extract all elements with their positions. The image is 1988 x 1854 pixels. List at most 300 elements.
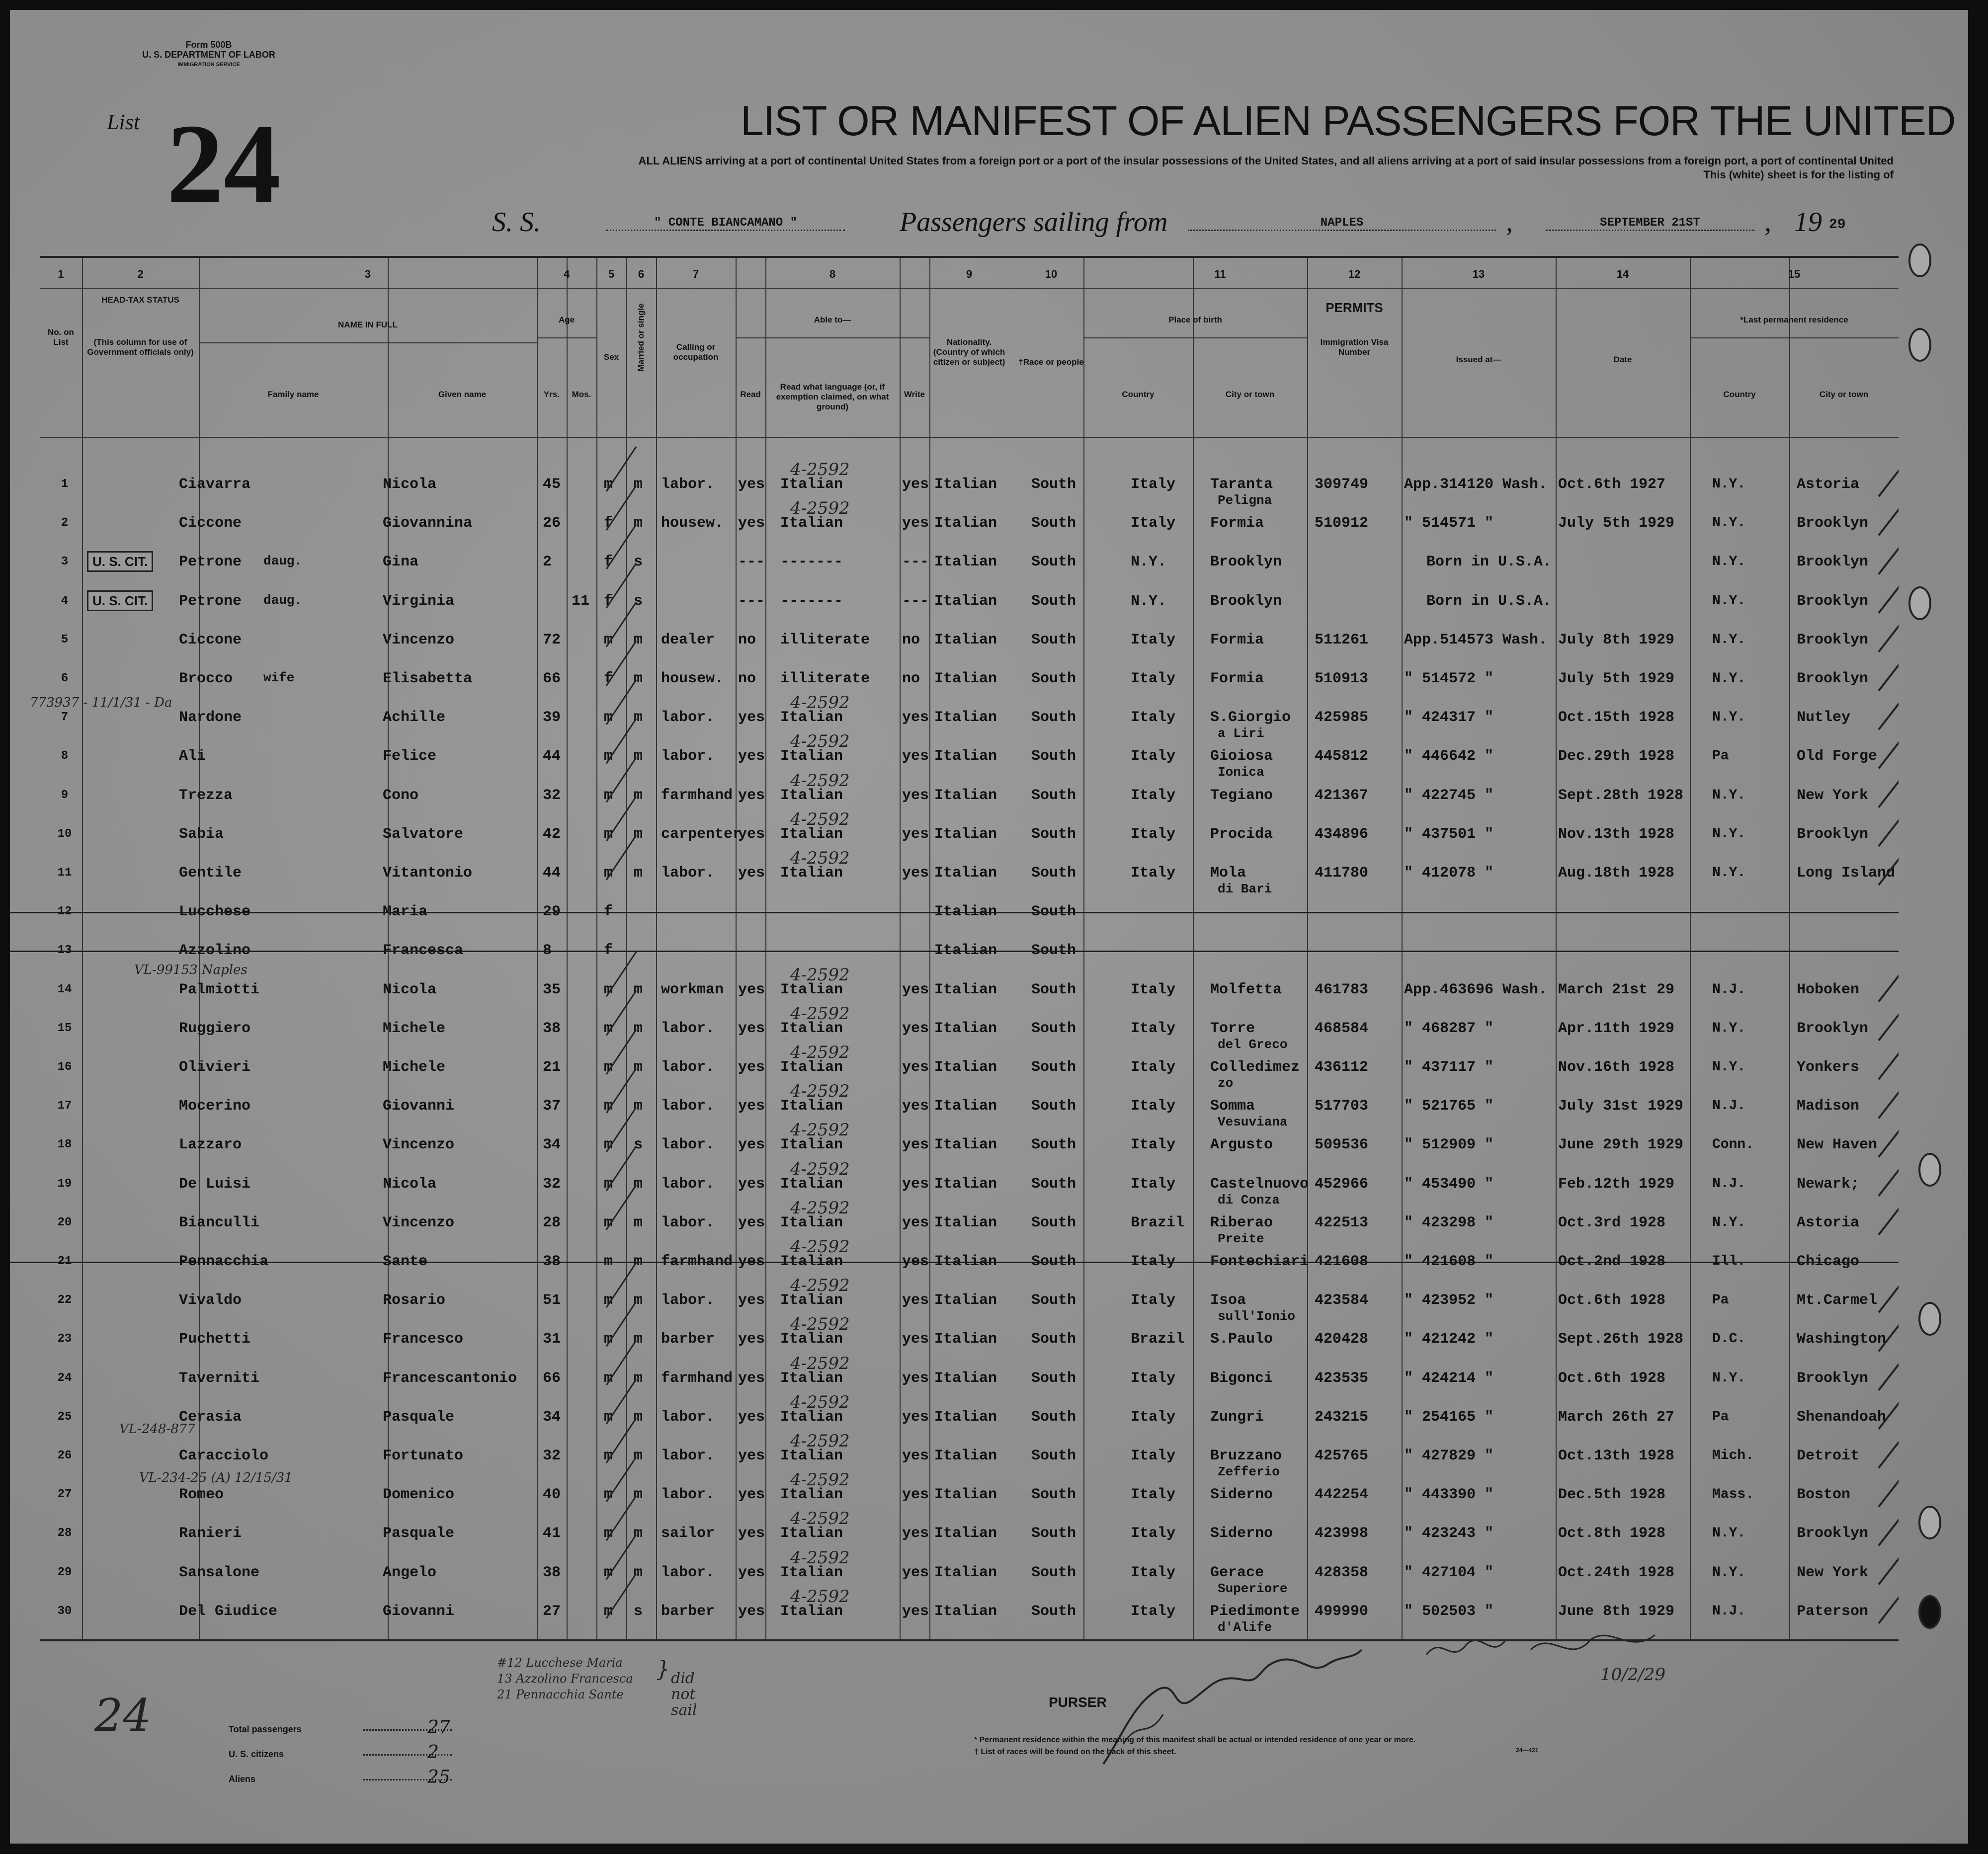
- check-mark: [1879, 1306, 1899, 1351]
- cell-read-language: Italian: [780, 1331, 843, 1348]
- cell-issued-at: " 421608 ": [1404, 1253, 1494, 1270]
- cell-residence-country: N.Y.: [1712, 1564, 1746, 1580]
- cell-residence-country: Ill.: [1712, 1254, 1746, 1269]
- cell-can-write: yes: [902, 1564, 929, 1581]
- cell-occupation: labor.: [661, 1564, 715, 1581]
- cell-family-name: Ranieri: [179, 1525, 242, 1542]
- cell-nationality: Italian: [934, 1214, 997, 1231]
- header-given-name: Given name: [438, 390, 487, 399]
- cell-residence-country: N.Y.: [1712, 1020, 1746, 1036]
- cell-family-name: Azzolino: [179, 942, 251, 960]
- cell-birth-country: Italy: [1131, 1525, 1176, 1542]
- cell-birth-city-line-2: del Greco: [1218, 1037, 1288, 1052]
- header-place-of-birth: Place of birth: [1168, 315, 1222, 324]
- cell-birth-country: Italy: [1131, 1253, 1176, 1270]
- cell-birth-country: Italy: [1131, 1370, 1176, 1387]
- cell-marital-status: m: [634, 1525, 643, 1542]
- cell-given-name: Michele: [383, 1059, 446, 1076]
- cell-visa-number: 445812: [1315, 748, 1369, 765]
- check-mark: [1879, 763, 1899, 807]
- cell-read-language: Italian: [780, 1020, 843, 1037]
- cell-residence-city: Brooklyn: [1797, 1020, 1869, 1037]
- cell-can-write: yes: [902, 865, 929, 882]
- cell-row-number: 23: [57, 1332, 72, 1346]
- cell-residence-city: Brooklyn: [1797, 670, 1869, 687]
- column-number: 8: [829, 268, 836, 280]
- cell-row-number: 12: [57, 905, 72, 919]
- check-mark: [1879, 568, 1899, 613]
- cell-read-language: Italian: [780, 515, 843, 532]
- cell-nationality: Italian: [934, 1448, 997, 1464]
- cell-family-name: Puchetti: [179, 1331, 251, 1348]
- cell-marital-status: s: [634, 554, 643, 571]
- cell-nationality: Italian: [934, 709, 997, 726]
- cell-residence-city: Brooklyn: [1797, 592, 1869, 610]
- cell-visa-number: 511261: [1315, 631, 1369, 648]
- check-mark: [606, 524, 636, 569]
- cell-can-write: yes: [902, 1136, 929, 1154]
- cell-given-name: Maria: [383, 903, 428, 921]
- cell-issued-at: " 423243 ": [1404, 1525, 1494, 1542]
- year-prefix: 19: [1794, 207, 1822, 238]
- cell-birth-city: Argusto: [1210, 1136, 1273, 1154]
- check-mark: [606, 485, 636, 530]
- column-number: 4: [563, 268, 570, 280]
- form-heading: [104, 40, 313, 70]
- visa-annotation: 4-2592: [790, 1470, 850, 1490]
- cell-can-read: yes: [738, 981, 765, 998]
- cell-age-years: 44: [543, 748, 561, 765]
- visa-annotation: 4-2592: [790, 965, 850, 985]
- cell-read-language: Italian: [780, 865, 843, 882]
- check-mark: [1879, 724, 1899, 768]
- cell-residence-country: N.J.: [1712, 1176, 1746, 1192]
- cell-row-number: 21: [57, 1255, 72, 1268]
- cell-visa-number: 309749: [1315, 476, 1369, 493]
- cell-occupation: housew.: [661, 515, 724, 532]
- cell-row-number: 6: [61, 672, 69, 685]
- cell-visa-number: 423535: [1315, 1370, 1369, 1387]
- column-number: 10: [1045, 268, 1058, 280]
- cell-sex: f: [604, 515, 613, 532]
- cell-birth-country: Italy: [1131, 748, 1176, 765]
- cell-residence-city: Hoboken: [1797, 981, 1860, 998]
- cell-marital-status: m: [634, 1408, 643, 1426]
- cell-birth-country: Italy: [1131, 1292, 1176, 1309]
- cell-visa-date: Oct.13th 1928: [1558, 1448, 1675, 1464]
- cell-issued-at: " 412078 ": [1404, 865, 1494, 882]
- cell-visa-date: June 8th 1929: [1558, 1603, 1675, 1620]
- cell-birth-city: Formia: [1210, 631, 1264, 648]
- cell-age-years: 38: [543, 1564, 561, 1581]
- cell-given-name: Fortunato: [383, 1448, 464, 1464]
- cell-age-years: 37: [543, 1098, 561, 1115]
- cell-marital-status: m: [634, 1175, 643, 1193]
- cell-race: South: [1031, 1214, 1077, 1231]
- cell-marital-status: m: [634, 1059, 643, 1076]
- cell-birth-country: Italy: [1131, 1098, 1176, 1115]
- cell-visa-date: Dec.5th 1928: [1558, 1486, 1666, 1504]
- visa-annotation: 4-2592: [790, 1276, 850, 1296]
- cell-nationality: Italian: [934, 981, 997, 998]
- cell-row-number: 9: [61, 788, 69, 802]
- check-mark: [1879, 1112, 1899, 1157]
- cell-nationality: Italian: [934, 1603, 997, 1620]
- cell-issued-at: " 254165 ": [1404, 1408, 1494, 1426]
- cell-issued-at: " 424214 ": [1404, 1370, 1494, 1387]
- cell-can-read: yes: [738, 1370, 765, 1387]
- cell-race: South: [1031, 554, 1077, 571]
- cell-marital-status: m: [634, 670, 643, 687]
- cell-family-name: Taverniti: [179, 1370, 260, 1387]
- cell-read-language: Italian: [780, 1292, 843, 1309]
- cell-sex: m: [604, 825, 613, 843]
- cell-birth-city: Siderno: [1210, 1525, 1273, 1542]
- check-mark: [606, 797, 636, 841]
- cell-can-read: yes: [738, 787, 765, 804]
- cell-birth-city: Tegiano: [1210, 787, 1273, 804]
- column-number: 5: [608, 268, 615, 280]
- subtitle-line-1: ALL ALIENS arriving at a port of continental United States from a foreign port or a port of the insular possessions of the United States, and all aliens arriving at a port of said insular possessions from a foreign port, a port of continental United: [638, 155, 1894, 167]
- cell-read-language: -------: [780, 554, 843, 571]
- cell-birth-country: Italy: [1131, 1175, 1176, 1193]
- check-mark: [1879, 685, 1899, 729]
- check-mark: [606, 1185, 636, 1230]
- header-read-language: Read what language (or, if exemption claimed, on what ground): [776, 382, 889, 411]
- cell-can-write: yes: [902, 709, 929, 726]
- cell-marital-status: m: [634, 865, 643, 882]
- cell-row-number: 10: [57, 827, 72, 841]
- check-mark: [1879, 1268, 1899, 1312]
- cell-birth-city: Isoa: [1210, 1292, 1246, 1309]
- department-name: U. S. DEPARTMENT OF LABOR: [142, 50, 275, 60]
- column-number: 15: [1788, 268, 1801, 280]
- header-date: Date: [1613, 355, 1632, 364]
- row-25-margin-note: VL-248-877: [119, 1421, 195, 1437]
- cell-nationality: Italian: [934, 825, 997, 843]
- header-able-to: Able to—: [814, 315, 851, 324]
- visa-annotation: 4-2592: [790, 1043, 850, 1062]
- cell-row-number: 29: [57, 1565, 72, 1579]
- cell-sex: m: [604, 1370, 613, 1387]
- cell-issued-at: " 427829 ": [1404, 1448, 1494, 1464]
- cell-occupation: carpenter: [661, 825, 742, 843]
- cell-visa-number: 442254: [1315, 1486, 1369, 1504]
- cell-residence-city: Astoria: [1797, 476, 1860, 493]
- visa-annotation: 4-2592: [790, 1509, 850, 1529]
- cell-marital-status: m: [634, 1020, 643, 1037]
- cell-visa-date: Oct.15th 1928: [1558, 709, 1675, 726]
- cell-family-name: Vivaldo: [179, 1292, 242, 1309]
- cell-race: South: [1031, 1175, 1077, 1193]
- cell-residence-city: Long Island: [1797, 865, 1896, 882]
- header-sex: Sex: [603, 352, 619, 362]
- cell-residence-city: Nutley: [1797, 709, 1851, 726]
- cell-race: South: [1031, 592, 1077, 610]
- cell-residence-city: Boston: [1797, 1486, 1851, 1504]
- cell-sex: m: [604, 709, 613, 726]
- check-mark: [606, 1341, 636, 1385]
- cell-can-read: yes: [738, 1136, 765, 1154]
- column-number: 14: [1616, 268, 1629, 280]
- check-mark: [606, 641, 636, 686]
- cell-sex: m: [604, 1098, 613, 1115]
- cell-birth-city: Formia: [1210, 515, 1264, 532]
- form-code: 24—421: [1516, 1747, 1539, 1754]
- cell-family-name: Del Giudice: [179, 1603, 278, 1620]
- cell-sex: m: [604, 1020, 613, 1037]
- cell-visa-date: July 5th 1929: [1558, 670, 1675, 687]
- cell-visa-date: Aug.18th 1928: [1558, 865, 1675, 882]
- cell-race: South: [1031, 1564, 1077, 1581]
- cell-birth-city-line-2: Vesuviana: [1218, 1115, 1288, 1130]
- cell-birth-country: Italy: [1131, 515, 1176, 532]
- cell-can-read: yes: [738, 1448, 765, 1464]
- footnote-races: † List of races will be found on the back of this sheet.: [974, 1748, 1176, 1756]
- sailing-label: Passengers sailing from: [900, 207, 1168, 238]
- cell-occupation: barber: [661, 1331, 715, 1348]
- cell-residence-city: Brooklyn: [1797, 631, 1869, 648]
- cell-given-name: Rosario: [383, 1292, 446, 1309]
- cell-can-write: yes: [902, 748, 929, 765]
- cell-sex: m: [604, 1408, 613, 1426]
- check-mark: [1879, 529, 1899, 574]
- cell-residence-country: N.Y.: [1712, 554, 1746, 570]
- cell-residence-city: Paterson: [1797, 1603, 1869, 1620]
- cell-occupation: farmhand: [661, 1370, 733, 1387]
- cell-visa-date: Oct.8th 1928: [1558, 1525, 1666, 1542]
- cell-age-years: 72: [543, 631, 561, 648]
- cell-visa-number: 423584: [1315, 1292, 1369, 1309]
- header-res-country: Country: [1723, 390, 1756, 399]
- column-number: 1: [58, 268, 64, 280]
- cell-relationship: wife: [263, 670, 295, 685]
- cell-issued-at: " 502503 ": [1404, 1603, 1494, 1620]
- cell-residence-country: D.C.: [1712, 1331, 1746, 1347]
- header-mos: Mos.: [572, 390, 591, 399]
- cell-birth-city: Bigonci: [1210, 1370, 1273, 1387]
- cell-age-years: 45: [543, 476, 561, 493]
- cell-can-read: yes: [738, 748, 765, 765]
- cell-sex: m: [604, 1525, 613, 1542]
- cell-visa-date: Oct.3rd 1928: [1558, 1214, 1666, 1231]
- cell-read-language: Italian: [780, 709, 843, 726]
- visa-annotation: 4-2592: [790, 1547, 850, 1568]
- cell-birth-city-line-2: di Bari: [1218, 882, 1272, 896]
- visa-annotation: 4-2592: [790, 1431, 850, 1451]
- cell-given-name: Pasquale: [383, 1408, 455, 1426]
- cell-given-name: Pasquale: [383, 1525, 455, 1542]
- cell-nationality: Italian: [934, 1175, 997, 1193]
- cell-read-language: Italian: [780, 748, 843, 765]
- cell-given-name: Angelo: [383, 1564, 437, 1581]
- cell-marital-status: m: [634, 1098, 643, 1115]
- cell-can-read: yes: [738, 515, 765, 532]
- cell-row-number: 15: [57, 1021, 72, 1035]
- cell-visa-number: 425985: [1315, 709, 1369, 726]
- cell-birth-country: Italy: [1131, 981, 1176, 998]
- us-citizen-stamp: U. S. CIT.: [87, 551, 153, 572]
- cell-given-name: Felice: [383, 748, 437, 765]
- cell-can-read: yes: [738, 1214, 765, 1231]
- cell-residence-city: Chicago: [1797, 1253, 1860, 1270]
- cell-nationality: Italian: [934, 748, 997, 765]
- cell-read-language: Italian: [780, 1408, 843, 1426]
- check-mark: [1879, 1384, 1899, 1429]
- cell-race: South: [1031, 1603, 1077, 1620]
- visa-annotation: 4-2592: [790, 1353, 850, 1373]
- cell-residence-country: N.Y.: [1712, 710, 1746, 725]
- cell-birth-city-line-2: zo: [1218, 1076, 1234, 1091]
- total-passengers-label: Total passengers: [229, 1724, 302, 1734]
- cell-read-language: Italian: [780, 1564, 843, 1581]
- cell-read-language: -------: [780, 592, 843, 610]
- cell-read-language: Italian: [780, 825, 843, 843]
- cell-residence-country: N.Y.: [1712, 1214, 1746, 1230]
- cell-sex: m: [604, 748, 613, 765]
- column-number: 7: [692, 268, 699, 280]
- cell-age-years: 40: [543, 1486, 561, 1504]
- column-number: 13: [1472, 268, 1485, 280]
- cell-residence-city: Washington: [1797, 1331, 1887, 1348]
- cell-given-name: Elisabetta: [383, 670, 473, 687]
- cell-residence-country: N.Y.: [1712, 1526, 1746, 1541]
- cell-occupation: labor.: [661, 1408, 715, 1426]
- cell-issued-at: " 446642 ": [1404, 748, 1494, 765]
- cell-marital-status: m: [634, 1486, 643, 1504]
- cell-read-language: Italian: [780, 981, 843, 998]
- visa-annotation: 4-2592: [790, 770, 850, 791]
- cell-birth-city: Fontechiari: [1210, 1253, 1309, 1270]
- check-mark: [1879, 1035, 1899, 1079]
- punch-hole: [1908, 328, 1931, 362]
- cell-occupation: labor.: [661, 1214, 715, 1231]
- header-head-tax: HEAD-TAX STATUS: [101, 295, 179, 305]
- cell-marital-status: s: [634, 1603, 643, 1620]
- cell-occupation: labor.: [661, 1175, 715, 1193]
- cell-birth-country: N.Y.: [1131, 592, 1167, 610]
- form-number: Form 500B: [185, 40, 232, 50]
- cell-sex: m: [604, 1564, 613, 1581]
- cell-sex: m: [604, 1603, 613, 1620]
- cell-occupation: labor.: [661, 1059, 715, 1076]
- cell-sex: m: [604, 1486, 613, 1504]
- cell-birth-city: Riberao: [1210, 1214, 1273, 1231]
- row-14-margin-note: VL-99153 Naples: [134, 962, 248, 977]
- cell-marital-status: m: [634, 981, 643, 998]
- inspector-signature: [1421, 1620, 1720, 1680]
- cell-residence-city: New York: [1797, 1564, 1869, 1581]
- cell-occupation: labor.: [661, 1098, 715, 1115]
- check-mark: [1879, 840, 1899, 885]
- cell-visa-date: March 21st 29: [1558, 981, 1675, 998]
- not-sailed-line-1: #12 Lucchese Maria: [497, 1656, 623, 1670]
- ship-name: " CONTE BIANCAMANO ": [606, 216, 845, 231]
- cell-birth-country: Italy: [1131, 1603, 1176, 1620]
- cell-residence-country: Mich.: [1712, 1448, 1754, 1463]
- cell-birth-country: Italy: [1131, 1564, 1176, 1581]
- cell-row-number: 30: [57, 1604, 72, 1618]
- cell-row-number: 24: [57, 1371, 72, 1385]
- header-yrs: Yrs.: [543, 390, 560, 399]
- cell-marital-status: m: [634, 1448, 643, 1464]
- cell-read-language: Italian: [780, 1059, 843, 1076]
- cell-marital-status: m: [634, 709, 643, 726]
- header-read: Read: [740, 390, 761, 399]
- cell-residence-city: Brooklyn: [1797, 515, 1869, 532]
- cell-nationality: Italian: [934, 787, 997, 804]
- cell-race: South: [1031, 515, 1077, 532]
- check-mark: [606, 1574, 636, 1618]
- cell-race: South: [1031, 1020, 1077, 1037]
- check-mark: [1879, 1462, 1899, 1507]
- header-city: City or town: [1225, 390, 1275, 399]
- cell-row-number: 27: [57, 1488, 72, 1502]
- visa-annotation: 4-2592: [790, 848, 850, 868]
- manifest-subtitle: [398, 154, 1894, 182]
- header-family-name: Family name: [267, 390, 319, 399]
- cell-family-name: Caracciolo: [179, 1448, 269, 1464]
- cell-age-years: 34: [543, 1408, 561, 1426]
- cell-visa-number: 510912: [1315, 515, 1369, 532]
- check-mark: [606, 1146, 636, 1191]
- cell-visa-number: 499990: [1315, 1603, 1369, 1620]
- cell-issued-at: Born in U.S.A.: [1426, 592, 1552, 610]
- check-mark: [1879, 1579, 1899, 1623]
- cell-occupation: labor.: [661, 865, 715, 882]
- cell-sex: m: [604, 1331, 613, 1348]
- cell-birth-city-line-2: Ionica: [1218, 765, 1264, 780]
- cell-row-number: 5: [61, 633, 69, 646]
- cell-birth-country: Italy: [1131, 1059, 1176, 1076]
- cell-can-write: no: [902, 670, 920, 687]
- cell-race: South: [1031, 748, 1077, 765]
- visa-annotation: 4-2592: [790, 498, 850, 519]
- header-res-city: City or town: [1819, 390, 1869, 399]
- cell-visa-number: 461783: [1315, 981, 1369, 998]
- cell-issued-at: " 453490 ": [1404, 1175, 1494, 1193]
- cell-family-name: Olivieri: [179, 1059, 251, 1076]
- cell-family-name: De Luisi: [179, 1175, 251, 1193]
- cell-sex: f: [604, 592, 613, 610]
- column-number: 6: [638, 268, 645, 280]
- not-sailed-label: did not sail: [671, 1670, 697, 1719]
- check-mark: [606, 1263, 636, 1307]
- cell-residence-country: Pa: [1712, 1292, 1729, 1308]
- cell-can-write: ---: [902, 592, 929, 610]
- check-mark: [1879, 996, 1899, 1041]
- visa-annotation: 4-2592: [790, 731, 850, 752]
- cell-age-years: 27: [543, 1603, 561, 1620]
- cell-read-language: illiterate: [780, 670, 870, 687]
- cell-residence-country: N.Y.: [1712, 632, 1746, 647]
- cell-read-language: illiterate: [780, 631, 870, 648]
- header-issued-at: Issued at—: [1456, 355, 1501, 364]
- check-mark: [1879, 1073, 1899, 1118]
- cell-residence-city: Madison: [1797, 1098, 1860, 1115]
- cell-marital-status: m: [634, 825, 643, 843]
- cell-issued-at: Born in U.S.A.: [1426, 554, 1552, 571]
- cell-residence-country: N.Y.: [1712, 865, 1746, 881]
- cell-can-read: yes: [738, 1603, 765, 1620]
- cell-sex: m: [604, 787, 613, 804]
- cell-nationality: Italian: [934, 1525, 997, 1542]
- cell-visa-date: Apr.11th 1929: [1558, 1020, 1675, 1037]
- cell-birth-city-line-2: d'Alife: [1218, 1619, 1272, 1635]
- cell-row-number: 18: [57, 1138, 72, 1152]
- cell-birth-city: Gioiosa: [1210, 748, 1273, 765]
- cell-issued-at: " 521765 ": [1404, 1098, 1494, 1115]
